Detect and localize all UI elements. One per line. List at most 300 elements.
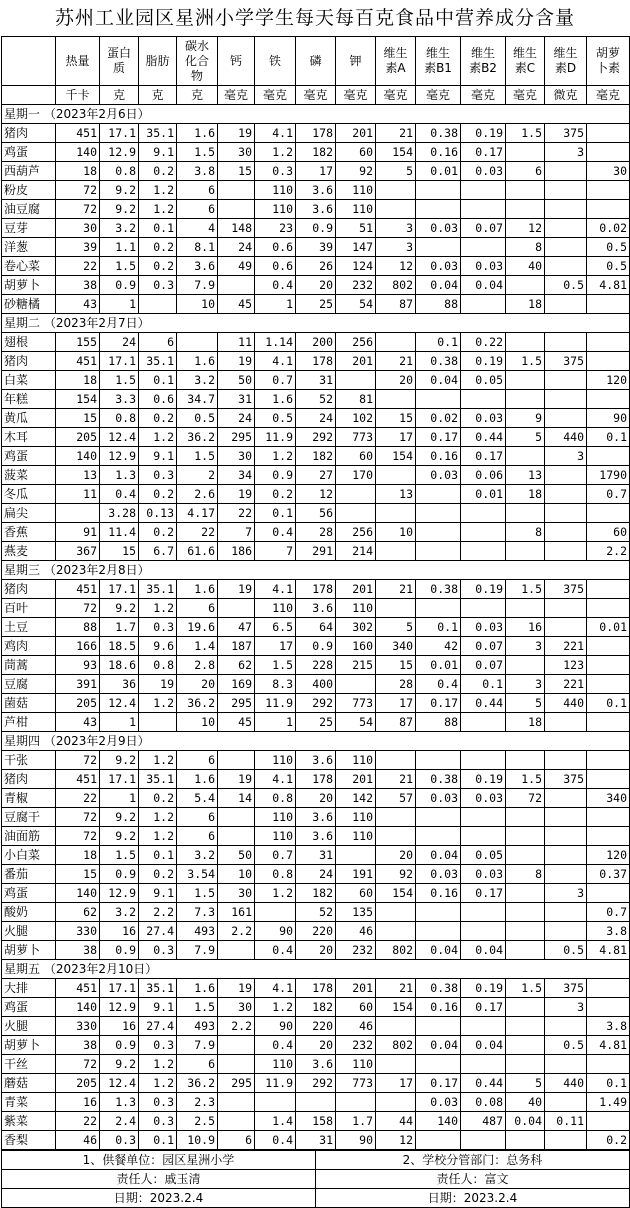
nutrient-value: 2.8 (177, 656, 218, 675)
nutrient-value: 4.1 (255, 124, 296, 143)
nutrient-value: 22 (218, 504, 255, 523)
food-name: 青菜 (2, 1093, 56, 1112)
nutrient-value (416, 485, 461, 504)
nutrient-value: 3.3 (100, 390, 139, 409)
table-row (2, 257, 630, 276)
nutrient-value: 11.9 (255, 1074, 296, 1093)
nutrient-value: 330 (56, 922, 100, 941)
nutrient-value: 3.2 (100, 219, 139, 238)
nutrient-value: 0.38 (416, 580, 461, 599)
column-header: 钙 (218, 37, 255, 86)
nutrient-value: 0.16 (416, 143, 461, 162)
header-corner (2, 37, 56, 86)
nutrient-value: 1.2 (139, 827, 177, 846)
day-header-row (2, 732, 630, 751)
nutrient-value: 4.1 (255, 770, 296, 789)
nutrient-value (587, 181, 630, 200)
nutrient-value (218, 808, 255, 827)
nutrient-value: 17.1 (100, 352, 139, 371)
nutrient-value: 1.4 (177, 637, 218, 656)
table-row (2, 789, 630, 808)
nutrient-value: 9.2 (100, 808, 139, 827)
nutrient-value (461, 827, 506, 846)
nutrient-value: 22 (56, 1112, 100, 1131)
table-row (2, 124, 630, 143)
food-name: 蘑菇 (2, 1074, 56, 1093)
nutrient-value: 0.1 (587, 428, 630, 447)
nutrient-value: 182 (296, 884, 336, 903)
nutrient-value: 2.2 (139, 903, 177, 922)
nutrient-value: 205 (56, 694, 100, 713)
table-row (2, 333, 630, 352)
nutrient-value: 0.38 (416, 352, 461, 371)
nutrient-value: 0.16 (416, 884, 461, 903)
nutrient-value: 40 (506, 257, 545, 276)
footer-table (1, 1150, 630, 1208)
food-name: 黄瓜 (2, 409, 56, 428)
nutrient-value: 0.3 (139, 1112, 177, 1131)
nutrient-value (461, 542, 506, 561)
table-row (2, 865, 630, 884)
nutrient-value: 0.1 (461, 675, 506, 694)
nutrient-value: 3.6 (296, 827, 336, 846)
nutrient-value: 30 (218, 447, 255, 466)
food-name: 猪肉 (2, 770, 56, 789)
nutrient-value: 13 (376, 485, 416, 504)
nutrient-value (545, 1131, 587, 1150)
nutrient-value: 43 (56, 713, 100, 732)
nutrient-value: 0.03 (416, 257, 461, 276)
nutrient-value (587, 656, 630, 675)
nutrient-value: 40 (506, 1093, 545, 1112)
nutrient-value: 0.1 (416, 333, 461, 352)
food-name: 干丝 (2, 1055, 56, 1074)
nutrient-value (218, 1055, 255, 1074)
nutrient-value: 1.2 (139, 428, 177, 447)
nutrient-value: 0.38 (416, 979, 461, 998)
nutrient-value: 1.14 (255, 333, 296, 352)
nutrient-value: 1.5 (506, 770, 545, 789)
nutrient-value: 0.7 (587, 485, 630, 504)
unit-cell: 千卡 (56, 86, 100, 105)
nutrient-value: 147 (336, 238, 376, 257)
nutrient-value: 21 (376, 770, 416, 789)
nutrient-value (587, 979, 630, 998)
nutrient-value: 0.5 (545, 941, 587, 960)
nutrient-value: 0.2 (587, 1131, 630, 1150)
nutrient-value (416, 542, 461, 561)
nutrient-value (506, 390, 545, 409)
nutrient-value: 72 (56, 751, 100, 770)
nutrient-value: 5.4 (177, 789, 218, 808)
nutrient-value: 0.17 (416, 428, 461, 447)
food-name: 香梨 (2, 1131, 56, 1150)
nutrient-value: 201 (336, 979, 376, 998)
nutrient-value (587, 580, 630, 599)
nutrient-value: 1.2 (255, 884, 296, 903)
nutrient-value: 0.5 (587, 257, 630, 276)
nutrient-value: 110 (336, 181, 376, 200)
nutrient-value: 1.5 (506, 124, 545, 143)
unit-cell: 毫克 (587, 86, 630, 105)
nutrient-value: 3.2 (177, 371, 218, 390)
nutrient-value (461, 1017, 506, 1036)
nutrient-value: 0.3 (139, 276, 177, 295)
nutrient-value: 9.2 (100, 751, 139, 770)
nutrient-value: 21 (376, 580, 416, 599)
nutrient-value (545, 238, 587, 257)
nutrient-value: 1.2 (139, 694, 177, 713)
nutrient-value: 25 (296, 713, 336, 732)
nutrient-value: 11.9 (255, 694, 296, 713)
nutrient-value: 0.1 (255, 504, 296, 523)
nutrient-value: 6 (177, 599, 218, 618)
nutrient-value: 60 (587, 523, 630, 542)
nutrient-value: 0.5 (545, 276, 587, 295)
nutrient-value (587, 808, 630, 827)
nutrient-value: 21 (376, 352, 416, 371)
nutrient-value: 24 (218, 409, 255, 428)
nutrient-value: 3 (506, 637, 545, 656)
nutrient-value: 0.2 (255, 485, 296, 504)
food-name: 胡萝卜 (2, 1036, 56, 1055)
nutrient-value: 10 (177, 713, 218, 732)
table-row (2, 485, 630, 504)
food-name: 酸奶 (2, 903, 56, 922)
column-header: 热量 (56, 37, 100, 86)
nutrient-value: 18 (506, 295, 545, 314)
nutrient-value: 15 (100, 542, 139, 561)
nutrient-value: 36.2 (177, 1074, 218, 1093)
nutrient-value: 9.1 (139, 143, 177, 162)
nutrient-value: 25 (296, 295, 336, 314)
nutrient-value: 451 (56, 580, 100, 599)
column-header: 维生 素B2 (461, 37, 506, 86)
nutrient-value: 154 (376, 884, 416, 903)
nutrient-value: 30 (218, 884, 255, 903)
nutrient-value: 18.5 (100, 637, 139, 656)
nutrient-value: 178 (296, 979, 336, 998)
nutrient-value: 0.04 (461, 1036, 506, 1055)
nutrient-value: 3.6 (296, 1055, 336, 1074)
nutrient-value: 6 (177, 181, 218, 200)
nutrient-value: 1.3 (100, 1093, 139, 1112)
nutrient-value: 10 (177, 295, 218, 314)
nutrient-value: 17.1 (100, 770, 139, 789)
nutrient-value (545, 1055, 587, 1074)
nutrient-value: 90 (336, 1131, 376, 1150)
nutrient-value: 93 (56, 656, 100, 675)
nutrient-value: 87 (376, 295, 416, 314)
food-name: 白菜 (2, 371, 56, 390)
nutrient-value: 0.4 (416, 675, 461, 694)
nutrient-value: 291 (296, 542, 336, 561)
nutrient-value: 182 (296, 998, 336, 1017)
nutrient-value (461, 295, 506, 314)
nutrient-value: 81 (336, 390, 376, 409)
nutrient-value: 440 (545, 1074, 587, 1093)
food-name: 冬瓜 (2, 485, 56, 504)
nutrient-value: 49 (218, 257, 255, 276)
nutrient-value: 1.7 (336, 1112, 376, 1131)
nutrient-value: 3.8 (587, 1017, 630, 1036)
nutrient-value: 4.1 (255, 580, 296, 599)
nutrient-value: 0.2 (139, 865, 177, 884)
unit-cell: 克 (100, 86, 139, 105)
nutrient-value: 178 (296, 352, 336, 371)
nutrient-value: 34.7 (177, 390, 218, 409)
table-row (2, 181, 630, 200)
nutrient-value: 19 (218, 352, 255, 371)
nutrient-value (461, 751, 506, 770)
nutrient-value: 35.1 (139, 124, 177, 143)
nutrient-value: 72 (56, 181, 100, 200)
nutrient-value: 36.2 (177, 694, 218, 713)
nutrient-value: 4.81 (587, 941, 630, 960)
nutrient-value: 92 (336, 162, 376, 181)
nutrient-value: 20 (376, 846, 416, 865)
food-name: 火腿 (2, 922, 56, 941)
nutrient-value (461, 922, 506, 941)
nutrient-value: 45 (218, 713, 255, 732)
nutrient-value: 4.1 (255, 979, 296, 998)
nutrient-value: 20 (296, 1036, 336, 1055)
nutrient-value: 140 (56, 884, 100, 903)
nutrient-value (545, 390, 587, 409)
nutrient-value: 31 (296, 846, 336, 865)
column-header: 磷 (296, 37, 336, 86)
nutrient-value: 61.6 (177, 542, 218, 561)
nutrient-value: 0.04 (416, 846, 461, 865)
nutrient-value: 1.2 (255, 447, 296, 466)
nutrient-value: 166 (56, 637, 100, 656)
nutrient-value (587, 352, 630, 371)
nutrient-value: 0.03 (461, 865, 506, 884)
table-row (2, 1017, 630, 1036)
nutrient-value (506, 1131, 545, 1150)
nutrient-value: 3.8 (587, 922, 630, 941)
nutrient-value: 38 (56, 941, 100, 960)
nutrient-value: 155 (56, 333, 100, 352)
nutrient-value (336, 1093, 376, 1112)
nutrient-value: 1.5 (255, 656, 296, 675)
nutrient-value: 0.9 (296, 219, 336, 238)
nutrient-value: 9.2 (100, 181, 139, 200)
nutrient-value (376, 903, 416, 922)
nutrient-value: 110 (336, 751, 376, 770)
nutrient-value: 7.9 (177, 276, 218, 295)
nutrient-value: 17 (255, 637, 296, 656)
nutrient-value (218, 200, 255, 219)
nutrient-value (545, 751, 587, 770)
nutrient-value: 46 (336, 1017, 376, 1036)
nutrient-value: 60 (336, 884, 376, 903)
nutrient-value: 1.5 (506, 352, 545, 371)
nutrient-value: 18 (56, 162, 100, 181)
nutrient-value: 0.3 (139, 941, 177, 960)
nutrient-value: 0.19 (461, 979, 506, 998)
nutrient-value: 0.1 (587, 1074, 630, 1093)
nutrient-value: 16 (56, 1093, 100, 1112)
table-row (2, 219, 630, 238)
nutrient-value: 0.3 (139, 618, 177, 637)
nutrient-value: 92 (376, 865, 416, 884)
nutrient-value: 0.03 (416, 789, 461, 808)
table-row (2, 162, 630, 181)
column-header: 维生 素D (545, 37, 587, 86)
nutrient-value: 110 (336, 1055, 376, 1074)
nutrient-value: 12.4 (100, 428, 139, 447)
nutrient-value: 18.6 (100, 656, 139, 675)
nutrient-value: 0.07 (461, 656, 506, 675)
nutrient-value: 19 (218, 124, 255, 143)
nutrient-value: 10 (218, 865, 255, 884)
nutrient-value (587, 675, 630, 694)
table-row (2, 352, 630, 371)
nutrient-value (587, 751, 630, 770)
nutrient-value (218, 941, 255, 960)
nutrient-value: 0.04 (416, 371, 461, 390)
nutrient-value: 24 (218, 238, 255, 257)
nutrient-value: 0.04 (416, 941, 461, 960)
nutrient-value (461, 200, 506, 219)
nutrient-value: 0.9 (100, 941, 139, 960)
table-row (2, 523, 630, 542)
nutrient-value: 52 (296, 903, 336, 922)
nutrient-value (506, 333, 545, 352)
nutrient-value: 187 (218, 637, 255, 656)
nutrient-value: 1.2 (139, 1074, 177, 1093)
nutrient-value (416, 238, 461, 257)
nutrient-value (506, 808, 545, 827)
nutrient-value: 24 (100, 333, 139, 352)
nutrient-value: 31 (296, 1131, 336, 1150)
nutrient-value: 0.03 (416, 1093, 461, 1112)
nutrient-value (545, 257, 587, 276)
nutrient-value: 12 (506, 219, 545, 238)
nutrient-value: 1.6 (177, 124, 218, 143)
nutrient-value: 0.03 (461, 257, 506, 276)
nutrient-value: 292 (296, 1074, 336, 1093)
nutrient-value: 2.2 (218, 1017, 255, 1036)
nutrient-value: 0.16 (416, 998, 461, 1017)
nutrient-value: 170 (336, 466, 376, 485)
nutrient-value: 1.5 (177, 447, 218, 466)
table-row (2, 542, 630, 561)
nutrient-value: 3.8 (177, 162, 218, 181)
nutrient-value (376, 390, 416, 409)
nutrient-value: 0.03 (461, 618, 506, 637)
nutrient-value: 3 (545, 884, 587, 903)
nutrient-value (545, 219, 587, 238)
responsible-left: 责任人：戚玉清 (2, 1170, 316, 1189)
nutrient-value (336, 846, 376, 865)
food-name: 洋葱 (2, 238, 56, 257)
nutrient-value (587, 124, 630, 143)
nutrient-value: 1.2 (139, 181, 177, 200)
nutrient-value (587, 1112, 630, 1131)
nutrient-value: 1.2 (139, 808, 177, 827)
nutrient-value: 773 (336, 694, 376, 713)
nutrient-value: 2 (177, 466, 218, 485)
nutrient-value (545, 523, 587, 542)
unit-cell: 毫克 (296, 86, 336, 105)
nutrient-value: 30 (587, 162, 630, 181)
nutrient-value: 140 (56, 447, 100, 466)
nutrient-value: 110 (255, 808, 296, 827)
nutrient-value: 161 (218, 903, 255, 922)
nutrient-value: 120 (587, 846, 630, 865)
nutrient-value: 19 (218, 979, 255, 998)
nutrient-value: 60 (336, 998, 376, 1017)
nutrient-value: 0.38 (416, 124, 461, 143)
nutrient-value: 0.11 (545, 1112, 587, 1131)
nutrient-value: 1.1 (100, 238, 139, 257)
nutrient-value: 1 (100, 713, 139, 732)
nutrient-value: 35.1 (139, 352, 177, 371)
nutrient-value (416, 1055, 461, 1074)
nutrient-value: 3.6 (296, 808, 336, 827)
nutrient-value: 7 (218, 523, 255, 542)
nutrient-value: 451 (56, 352, 100, 371)
nutrient-value: 90 (255, 1017, 296, 1036)
table-row (2, 618, 630, 637)
food-name: 木耳 (2, 428, 56, 447)
nutrient-value (416, 827, 461, 846)
nutrient-value: 0.7 (587, 903, 630, 922)
nutrient-value: 91 (56, 523, 100, 542)
nutrient-value: 0.06 (461, 466, 506, 485)
nutrient-value: 0.5 (545, 1036, 587, 1055)
nutrient-value: 0.8 (139, 656, 177, 675)
nutrient-value: 6 (177, 827, 218, 846)
nutrient-value (587, 599, 630, 618)
nutrient-value: 12.9 (100, 884, 139, 903)
nutrient-value: 3.6 (296, 599, 336, 618)
nutrient-value: 11.4 (100, 523, 139, 542)
nutrient-value: 6 (218, 1131, 255, 1150)
nutrient-value: 54 (336, 713, 376, 732)
food-name: 土豆 (2, 618, 56, 637)
nutrient-value: 18 (56, 846, 100, 865)
nutrient-value: 3.6 (296, 751, 336, 770)
table-row (2, 409, 630, 428)
nutrient-value: 22 (56, 789, 100, 808)
nutrient-value: 20 (296, 941, 336, 960)
table-row (2, 599, 630, 618)
nutrient-value: 56 (296, 504, 336, 523)
nutrient-value: 3.28 (100, 504, 139, 523)
food-name: 燕麦 (2, 542, 56, 561)
nutrient-value: 7.9 (177, 941, 218, 960)
nutrient-value: 8.3 (255, 675, 296, 694)
nutrient-value: 142 (336, 789, 376, 808)
nutrient-value (255, 1093, 296, 1112)
nutrient-value: 0.6 (255, 257, 296, 276)
nutrient-value: 0.4 (255, 523, 296, 542)
nutrient-value: 9.6 (139, 637, 177, 656)
nutrient-value: 5 (506, 1074, 545, 1093)
nutrient-value: 2.3 (177, 1093, 218, 1112)
nutrient-value: 35.1 (139, 580, 177, 599)
nutrient-value: 12 (376, 1131, 416, 1150)
nutrient-value (376, 1093, 416, 1112)
date-left: 日期：2023.2.4 (2, 1189, 316, 1208)
nutrient-value (545, 333, 587, 352)
nutrient-value: 9 (506, 409, 545, 428)
table-row (2, 1112, 630, 1131)
nutrient-value (376, 181, 416, 200)
